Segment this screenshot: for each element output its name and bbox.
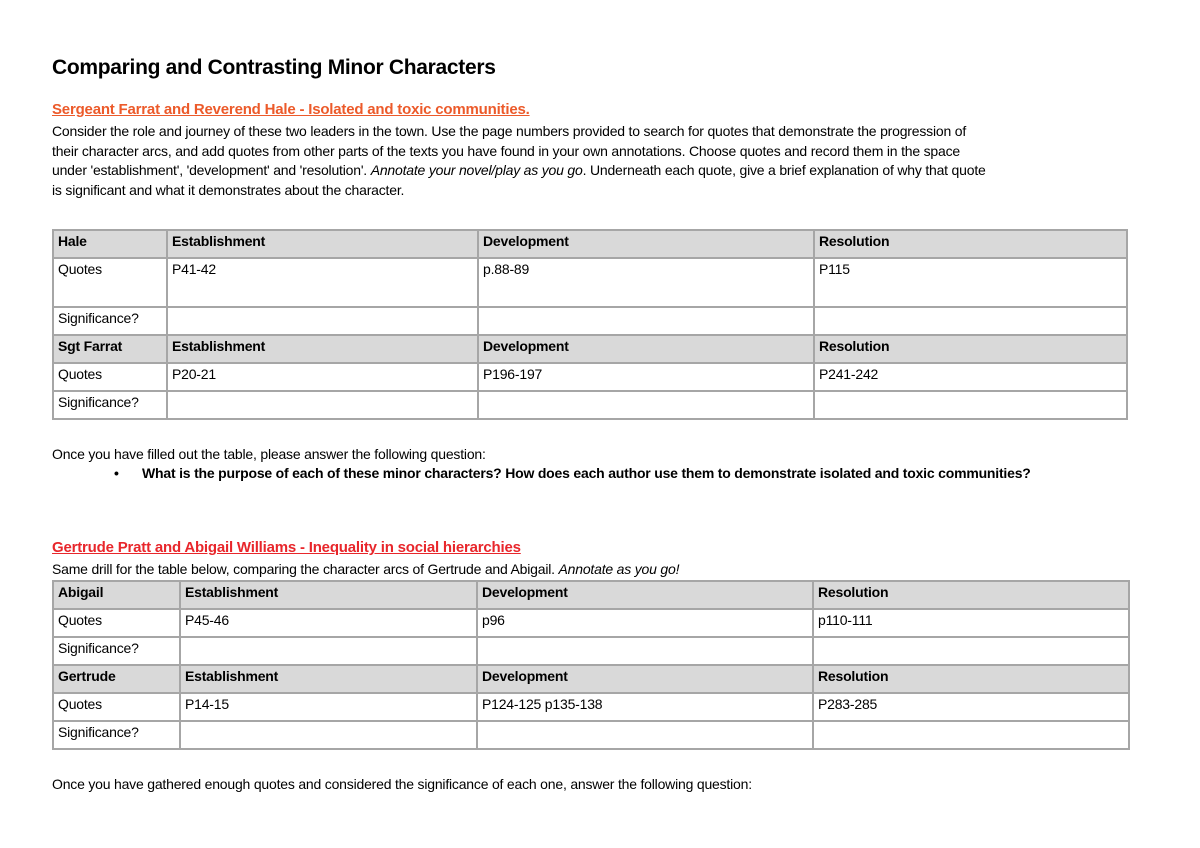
- section1-after-text: Once you have filled out the table, please answer the following question:: [52, 446, 486, 462]
- section2-heading: Gertrude Pratt and Abigail Williams - Inequality in social hierarchies: [52, 539, 521, 556]
- table-row: [53, 721, 1129, 749]
- quote-cell[interactable]: P196-197: [478, 363, 814, 391]
- quote-cell[interactable]: P241-242: [814, 363, 1127, 391]
- table-row: [53, 637, 1129, 665]
- row-label: Significance?: [53, 721, 180, 749]
- column-header: Resolution: [814, 230, 1127, 258]
- significance-cell[interactable]: [477, 721, 813, 749]
- table-header-row: [53, 335, 1127, 363]
- section2-intro: Same drill for the table below, comparing the character arcs of Gertrude and Abigail. Annotate as you go!: [52, 561, 680, 577]
- character-name: Abigail: [53, 581, 180, 609]
- quote-cell[interactable]: p96: [477, 609, 813, 637]
- quote-cell[interactable]: p110-111: [813, 609, 1129, 637]
- section1-heading: Sergeant Farrat and Reverend Hale - Isolated and toxic communities.: [52, 101, 530, 118]
- quote-cell[interactable]: P283-285: [813, 693, 1129, 721]
- quote-cell[interactable]: P115: [814, 258, 1127, 307]
- table-row: [53, 363, 1127, 391]
- hale-farrat-table: [52, 229, 1128, 420]
- intro-italic: Annotate as you go!: [558, 561, 680, 577]
- character-name: Gertrude: [53, 665, 180, 693]
- intro-line: is significant and what it demonstrates about the character.: [52, 181, 405, 198]
- row-label: Significance?: [53, 391, 167, 419]
- significance-cell[interactable]: [167, 307, 478, 335]
- section1-intro: [52, 122, 1130, 200]
- table-header-row: [53, 581, 1129, 609]
- quote-cell[interactable]: P41-42: [167, 258, 478, 307]
- significance-cell[interactable]: [167, 391, 478, 419]
- significance-cell[interactable]: [813, 637, 1129, 665]
- page-title: Comparing and Contrasting Minor Characters: [52, 56, 496, 79]
- column-header: Resolution: [813, 581, 1129, 609]
- intro-line: their character arcs, and add quotes from other parts of the texts you have found in your own annotations. Choose quotes and record them in the space: [52, 142, 960, 159]
- column-header: Resolution: [813, 665, 1129, 693]
- significance-cell[interactable]: [477, 637, 813, 665]
- intro-line: under 'establishment', 'development' and 'resolution'. Annotate your novel/play as you go. Underneath each quote, give a brief explanation of why that quote: [52, 162, 986, 178]
- column-header: Development: [478, 335, 814, 363]
- significance-cell[interactable]: [813, 721, 1129, 749]
- column-header: Establishment: [180, 665, 477, 693]
- column-header: Development: [478, 230, 814, 258]
- significance-cell[interactable]: [180, 721, 477, 749]
- abigail-gertrude-table: [52, 580, 1130, 750]
- table-row: [53, 609, 1129, 637]
- table-row: [53, 258, 1127, 307]
- column-header: Establishment: [167, 230, 478, 258]
- quote-cell[interactable]: P124-125 p135-138: [477, 693, 813, 721]
- significance-cell[interactable]: [814, 307, 1127, 335]
- section1-question: [114, 465, 1031, 481]
- column-header: Establishment: [180, 581, 477, 609]
- column-header: Resolution: [814, 335, 1127, 363]
- quote-cell[interactable]: P20-21: [167, 363, 478, 391]
- section2-after-text: Once you have gathered enough quotes and considered the significance of each one, answer the following question:: [52, 776, 752, 792]
- significance-cell[interactable]: [814, 391, 1127, 419]
- significance-cell[interactable]: [478, 391, 814, 419]
- table-header-row: [53, 230, 1127, 258]
- row-label: Quotes: [53, 693, 180, 721]
- table-header-row: [53, 665, 1129, 693]
- quote-cell[interactable]: P45-46: [180, 609, 477, 637]
- significance-cell[interactable]: [180, 637, 477, 665]
- table-row: [53, 307, 1127, 335]
- intro-italic: Annotate your novel/play as you go: [370, 162, 583, 178]
- row-label: Quotes: [53, 258, 167, 307]
- row-label: Significance?: [53, 637, 180, 665]
- character-name: Hale: [53, 230, 167, 258]
- column-header: Development: [477, 665, 813, 693]
- quote-cell[interactable]: P14-15: [180, 693, 477, 721]
- quote-cell[interactable]: p.88-89: [478, 258, 814, 307]
- table-row: [53, 391, 1127, 419]
- character-name: Sgt Farrat: [53, 335, 167, 363]
- bullet-icon: •: [114, 465, 119, 481]
- column-header: Development: [477, 581, 813, 609]
- question-text: What is the purpose of each of these minor characters? How does each author use them to demonstrate isolated and toxic communities?: [142, 465, 1031, 481]
- row-label: Significance?: [53, 307, 167, 335]
- row-label: Quotes: [53, 609, 180, 637]
- significance-cell[interactable]: [478, 307, 814, 335]
- column-header: Establishment: [167, 335, 478, 363]
- row-label: Quotes: [53, 363, 167, 391]
- table-row: [53, 693, 1129, 721]
- intro-line: Consider the role and journey of these two leaders in the town. Use the page numbers provided to search for quotes that demonstrate the progression of: [52, 123, 967, 139]
